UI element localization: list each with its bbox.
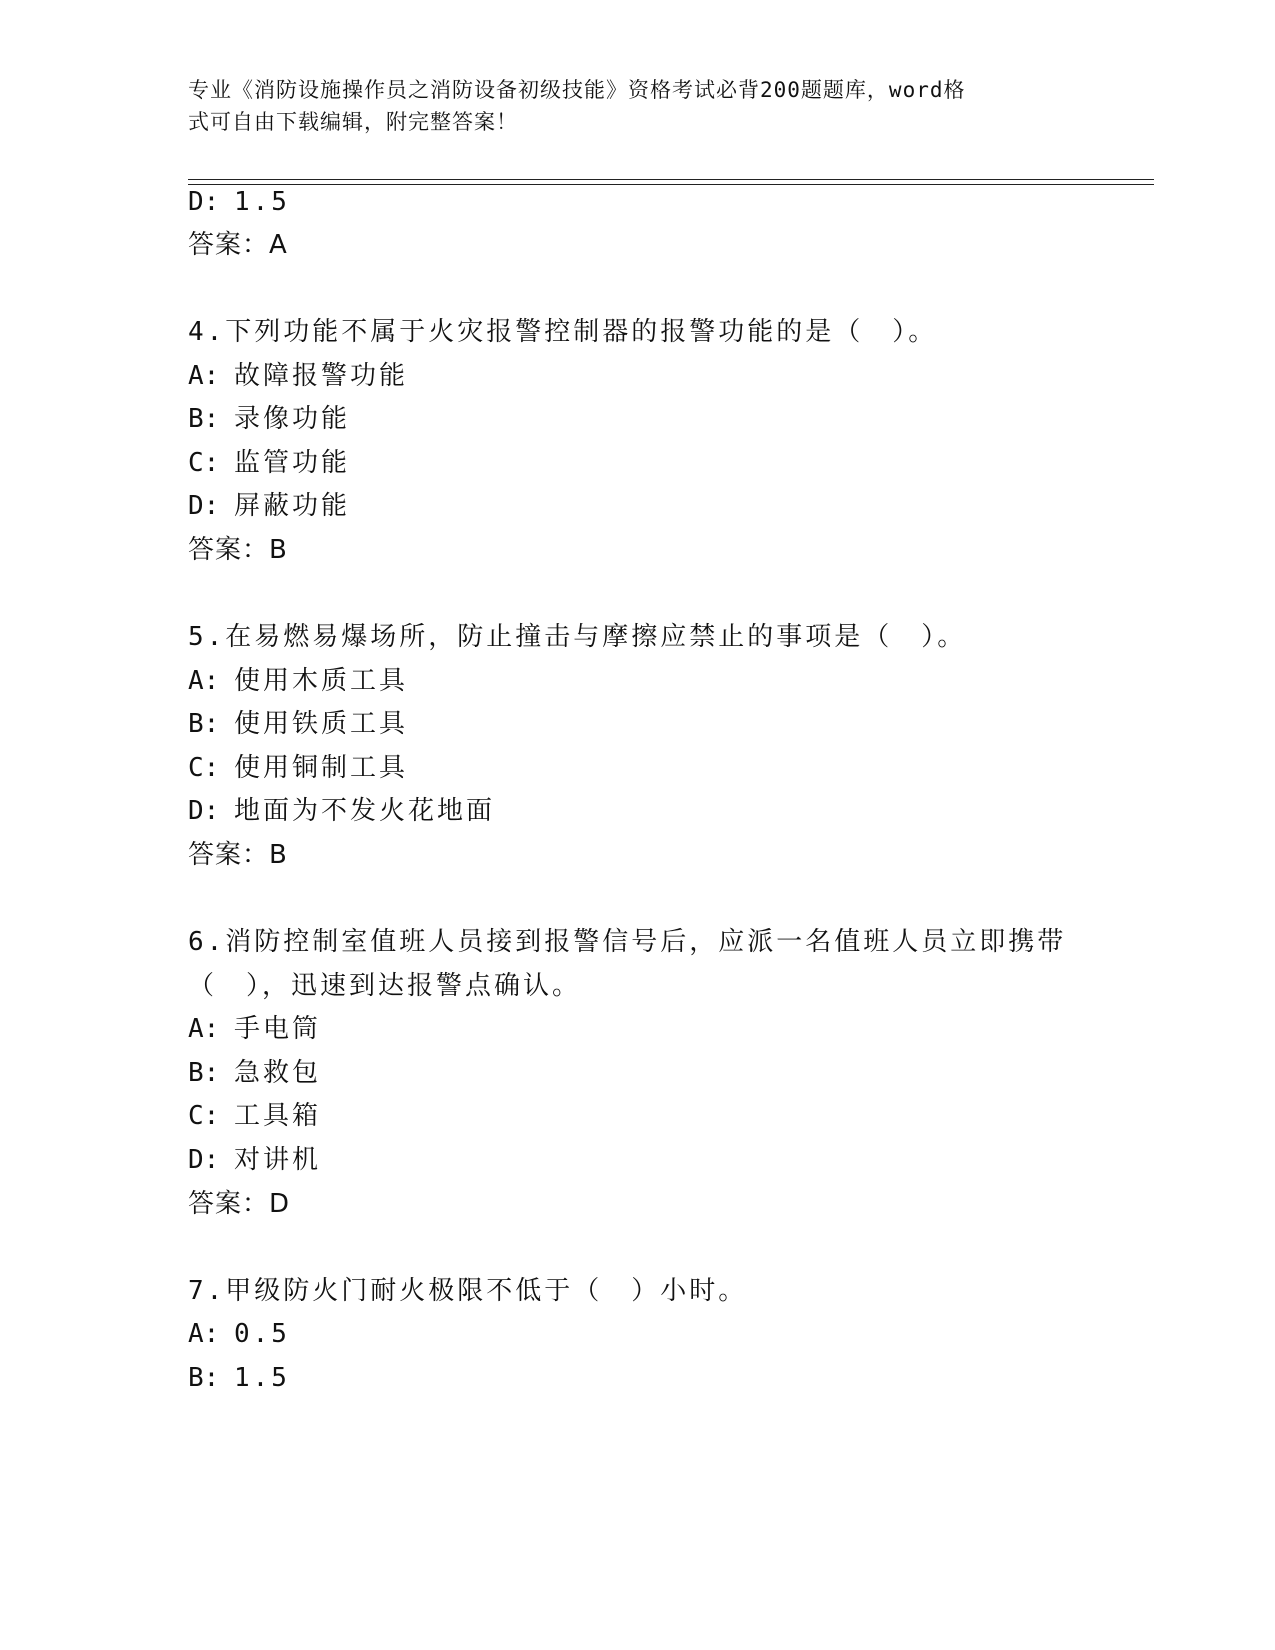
option-text: 使用铜制工具 (234, 753, 409, 783)
option-label: D: (188, 796, 220, 826)
question-5-option-c (188, 752, 408, 784)
option-text: 使用铁质工具 (234, 709, 409, 739)
option-label: B: (188, 1363, 220, 1393)
question-5-answer: 答案：B (188, 840, 288, 870)
question-7-option-a (188, 1318, 290, 1350)
question-5-option-d (188, 795, 495, 827)
option-label: C: (188, 1101, 220, 1131)
question-6-option-d (188, 1144, 321, 1176)
option-label: C: (188, 448, 220, 478)
header-line-2: 式可自由下载编辑，附完整答案！ (188, 110, 518, 134)
option-label: A: (188, 666, 220, 696)
question-5-stem: 5.在易燃易爆场所，防止撞击与摩擦应禁止的事项是（ ）。 (188, 622, 967, 652)
header-line-1: 专业《消防设施操作员之消防设备初级技能》资格考试必背200题题库，word格 (188, 78, 966, 102)
option-text: 监管功能 (234, 448, 351, 478)
question-7-option-b (188, 1362, 290, 1394)
question-4-option-a (188, 360, 408, 392)
header-divider-top (188, 179, 1154, 180)
prev-option-d (188, 186, 290, 218)
question-5-option-b (188, 708, 408, 740)
document-header (188, 74, 1088, 138)
question-6-answer: 答案：D (188, 1189, 291, 1219)
prev-answer: 答案：A (188, 230, 288, 260)
option-label: B: (188, 1058, 220, 1088)
question-4-stem: 4.下列功能不属于火灾报警控制器的报警功能的是（ ）。 (188, 317, 938, 347)
option-label: A: (188, 1014, 220, 1044)
question-6-option-a (188, 1013, 321, 1045)
option-text: 急救包 (234, 1058, 322, 1088)
option-label: A: (188, 1319, 220, 1349)
option-text: 0.5 (234, 1319, 290, 1349)
option-label: A: (188, 361, 220, 391)
option-text: 使用木质工具 (234, 666, 409, 696)
option-text: 1.5 (234, 187, 290, 217)
question-4-option-d (188, 490, 350, 522)
question-5-option-a (188, 665, 408, 697)
option-text: 工具箱 (234, 1101, 322, 1131)
option-text: 对讲机 (234, 1145, 322, 1175)
option-text: 录像功能 (234, 404, 351, 434)
option-text: 1.5 (234, 1363, 290, 1393)
header-divider-bottom (188, 184, 1154, 185)
question-6-option-b (188, 1057, 321, 1089)
option-text: 手电筒 (234, 1014, 322, 1044)
question-7-stem: 7.甲级防火门耐火极限不低于（ ）小时。 (188, 1276, 748, 1306)
option-label: D: (188, 1145, 220, 1175)
option-label: D: (188, 187, 220, 217)
option-label: B: (188, 709, 220, 739)
option-text: 地面为不发火花地面 (234, 796, 496, 826)
option-text: 屏蔽功能 (234, 491, 351, 521)
question-6-stem-line-1: 6.消防控制室值班人员接到报警信号后，应派一名值班人员立即携带 (188, 927, 1067, 957)
question-6-stem-line-2: （ ），迅速到达报警点确认。 (188, 971, 582, 1001)
question-6-option-c (188, 1100, 321, 1132)
option-label: B: (188, 404, 220, 434)
option-text: 故障报警功能 (234, 361, 409, 391)
question-4-option-b (188, 403, 350, 435)
question-4-answer: 答案：B (188, 535, 288, 565)
question-4-option-c (188, 447, 350, 479)
option-label: C: (188, 753, 220, 783)
option-label: D: (188, 491, 220, 521)
